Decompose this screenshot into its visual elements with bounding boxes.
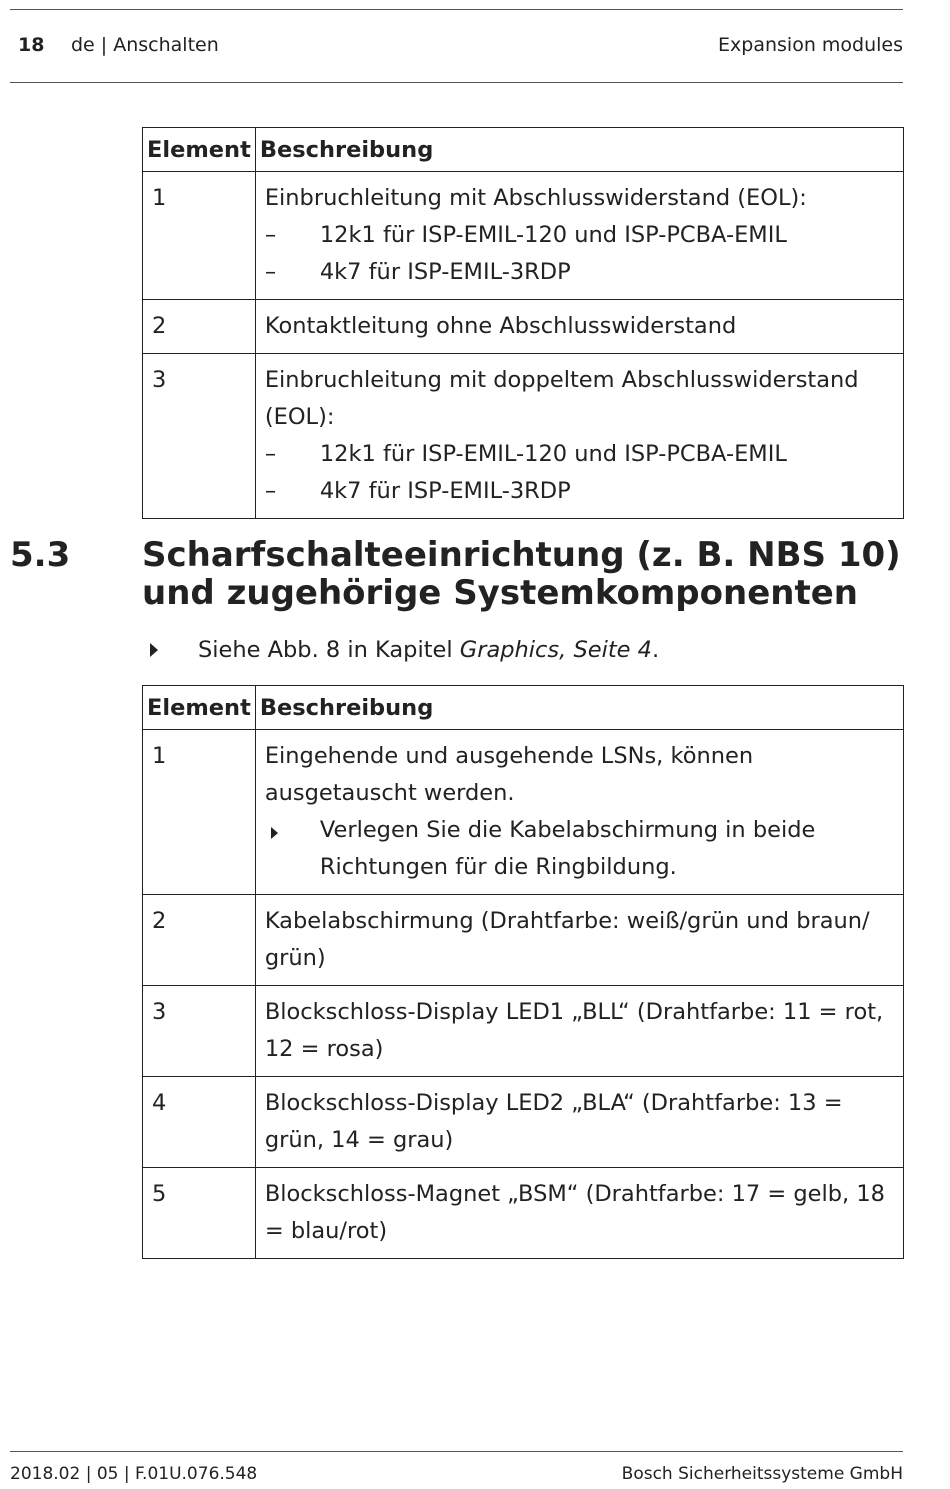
list-item xyxy=(265,217,895,254)
element-number: 2 xyxy=(143,300,256,354)
list-item-text: 12k1 für ISP-EMIL-120 und ISP-PCBA-EMIL xyxy=(319,441,787,467)
table-row xyxy=(143,730,904,895)
element-description xyxy=(255,300,903,354)
note-reference-link[interactable]: Graphics, Seite 4 xyxy=(459,637,652,663)
triangle-bullet-icon xyxy=(150,643,158,657)
header-right-title: Expansion modules xyxy=(718,34,903,56)
table-row xyxy=(143,986,904,1077)
element-description xyxy=(255,730,903,895)
element-description: Kabelabschirmung (Drahtfarbe: weiß/grün und braun/ grün) xyxy=(255,895,903,986)
note-prefix: Siehe Abb. 8 in Kapitel xyxy=(198,637,460,663)
table-header-row xyxy=(143,128,904,172)
footer-document-id: 2018.02 | 05 | F.01U.076.548 xyxy=(10,1464,258,1484)
element-number: 5 xyxy=(143,1168,256,1259)
dash-marker: – xyxy=(264,259,277,285)
element-number: 3 xyxy=(143,986,256,1077)
description-text: Eingehende und ausgehende LSNs, können ausgetauscht werden. xyxy=(264,743,754,806)
header-bottom-rule xyxy=(10,82,903,83)
element-table-1 xyxy=(142,127,904,519)
footer-rule xyxy=(10,1451,903,1452)
element-number: 1 xyxy=(143,172,256,300)
element-number: 4 xyxy=(143,1077,256,1168)
section-title-line-1: Scharfschalteeinrichtung (z. B. NBS 10) xyxy=(142,535,901,575)
element-number: 3 xyxy=(143,354,256,519)
dash-marker: – xyxy=(264,222,277,248)
table-row xyxy=(143,1168,904,1259)
element-description xyxy=(255,172,903,300)
element-number: 2 xyxy=(143,895,256,986)
triangle-bullet-icon xyxy=(271,827,278,839)
element-description: Blockschloss-Display LED1 „BLL“ (Drahtfarbe: 11 = rot, 12 = rosa) xyxy=(255,986,903,1077)
list-item-text: 4k7 für ISP-EMIL-3RDP xyxy=(319,259,571,285)
note-suffix: . xyxy=(651,637,660,663)
list-item xyxy=(265,473,895,510)
table-row xyxy=(143,895,904,986)
table-row xyxy=(143,300,904,354)
column-header-description: Beschreibung xyxy=(255,128,903,172)
instruction-item xyxy=(265,812,895,886)
header-top-rule xyxy=(10,9,903,10)
column-header-element: Element xyxy=(143,686,256,730)
instruction-text: Verlegen Sie die Kabelabschirmung in beide Richtungen für die Ringbildung. xyxy=(319,817,816,880)
element-description: Blockschloss-Display LED2 „BLA“ (Drahtfarbe: 13 = grün, 14 = grau) xyxy=(255,1077,903,1168)
table-row xyxy=(143,172,904,300)
description-text: Einbruchleitung mit doppeltem Abschlusswiderstand (EOL): xyxy=(264,367,859,430)
section-number: 5.3 xyxy=(10,535,71,575)
element-description xyxy=(255,354,903,519)
table-row xyxy=(143,354,904,519)
dash-marker: – xyxy=(264,478,277,504)
list-item xyxy=(265,254,895,291)
list-item-text: 4k7 für ISP-EMIL-3RDP xyxy=(319,478,571,504)
element-description: Blockschloss-Magnet „BSM“ (Drahtfarbe: 17 = gelb, 18 = blau/rot) xyxy=(255,1168,903,1259)
description-text: Einbruchleitung mit Abschlusswiderstand (EOL): xyxy=(264,185,807,211)
description-text: Kontaktleitung ohne Abschlusswiderstand xyxy=(264,313,737,339)
list-item-text: 12k1 für ISP-EMIL-120 und ISP-PCBA-EMIL xyxy=(319,222,787,248)
column-header-element: Element xyxy=(143,128,256,172)
section-title-line-2: und zugehörige Systemkomponenten xyxy=(142,573,858,613)
element-number: 1 xyxy=(143,730,256,895)
header-section: de | Anschalten xyxy=(71,34,219,56)
section-title xyxy=(142,536,922,612)
table-row xyxy=(143,1077,904,1168)
footer-company: Bosch Sicherheitssysteme GmbH xyxy=(621,1464,903,1484)
table-header-row xyxy=(143,686,904,730)
page-number: 18 xyxy=(18,34,45,56)
list-item xyxy=(265,436,895,473)
column-header-description: Beschreibung xyxy=(255,686,903,730)
dash-marker: – xyxy=(264,441,277,467)
element-table-2 xyxy=(142,685,904,1259)
figure-reference-note xyxy=(198,633,659,667)
